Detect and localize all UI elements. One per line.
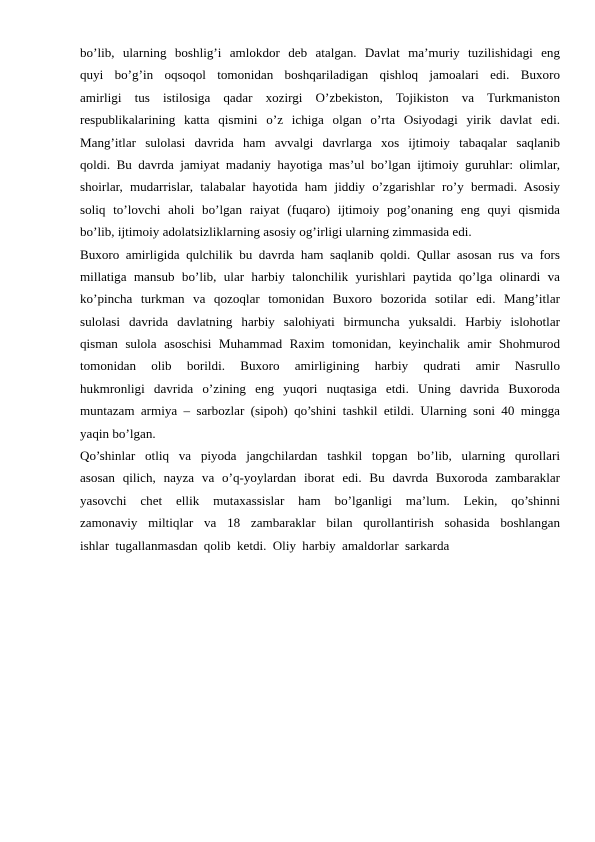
paragraph-line: yaqin bo’lgan. [80, 425, 156, 441]
paragraph-line: quyi bo’g’in oqsoqol tomonidan boshqariladigan qishloq jamoalari edi. Buxoro [80, 67, 560, 83]
paragraph-line: millatiga mansub bo’lib, ular harbiy talonchilik yurishlari paytida qo’lga olinardi va [80, 268, 560, 284]
paragraph-line: sulolasi davrida davlatning harbiy salohiyati birmuncha yuksaldi. Harbiy islohotlar [80, 313, 560, 329]
paragraph-line: respublikalarining katta qismini o’z ichiga olgan o’rta Osiyodagi yirik davlat edi. [80, 112, 560, 128]
paragraph-line: qisman sulola asoschisi Muhammad Raxim tomonidan, keyinchalik amir Shohmurod [80, 336, 560, 352]
paragraph-line: Buxoro amirligida qulchilik bu davrda ham saqlanib qoldi. Qullar asosan rus va fors [80, 246, 560, 262]
paragraph-line: amirligi tus istilosiga qadar xozirgi O’zbekiston, Tojikiston va Turkmaniston [80, 89, 560, 105]
paragraph-line: asosan qilich, nayza va o’q-yoylardan iborat edi. Bu davrda Buxoroda zambaraklar [80, 470, 560, 486]
paragraph-line: zamonaviy miltiqlar va 18 zambaraklar bilan qurollantirish sohasida boshlangan [80, 515, 560, 531]
paragraph-line: shoirlar, mudarrislar, talabalar hayotida ham jiddiy o’zgarishlar ro’y bermadi. Asosiy [80, 179, 560, 195]
paragraph-line: tomonidan olib borildi. Buxoro amirligining harbiy qudrati amir Nasrullo [80, 358, 560, 374]
body-text [80, 42, 560, 557]
paragraph-line: Qo’shinlar otliq va piyoda jangchilardan tashkil topgan bo’lib, ularning qurollari [80, 448, 560, 464]
paragraph-line: ko’pincha turkman va qozoqlar tomonidan Buxoro bozorida sotilar edi. Mang’itlar [80, 291, 560, 307]
paragraph-line: bo’lib, ijtimoiy adolatsizliklarning asosiy og’irligi ularning zimmasida edi. [80, 224, 472, 240]
paragraph-line: Mang’itlar sulolasi davrida ham avvalgi davrlarga xos ijtimoiy tabaqalar saqlanib [80, 134, 560, 150]
paragraph-line: bo’lib, ularning boshlig’i amlokdor deb atalgan. Davlat ma’muriy tuzilishidagi eng [80, 45, 560, 60]
paragraph-line: hukmronligi davrida o’zining eng yuqori nuqtasiga etdi. Uning davrida Buxoroda [80, 380, 560, 396]
paragraph-line: yasovchi chet ellik mutaxassislar ham bo’lganligi ma’lum. Lekin, qo’shinni [80, 492, 560, 508]
paragraph-line: muntazam armiya – sarbozlar (sipoh) qo’shini tashkil etildi. Ularning soni 40 mingga [80, 403, 560, 419]
paragraph-line: soliq to’lovchi aholi bo’lgan raiyat (fuqaro) ijtimoiy pog’onaning eng quyi qismida [80, 201, 560, 217]
paragraph-line: ishlar tugallanmasdan qolib ketdi. Oliy harbiy amaldorlar sarkarda [80, 537, 450, 553]
paragraph-line: qoldi. Bu davrda jamiyat madaniy hayotiga mas’ul bo’lgan ijtimoiy guruhlar: olimlar, [80, 156, 560, 172]
